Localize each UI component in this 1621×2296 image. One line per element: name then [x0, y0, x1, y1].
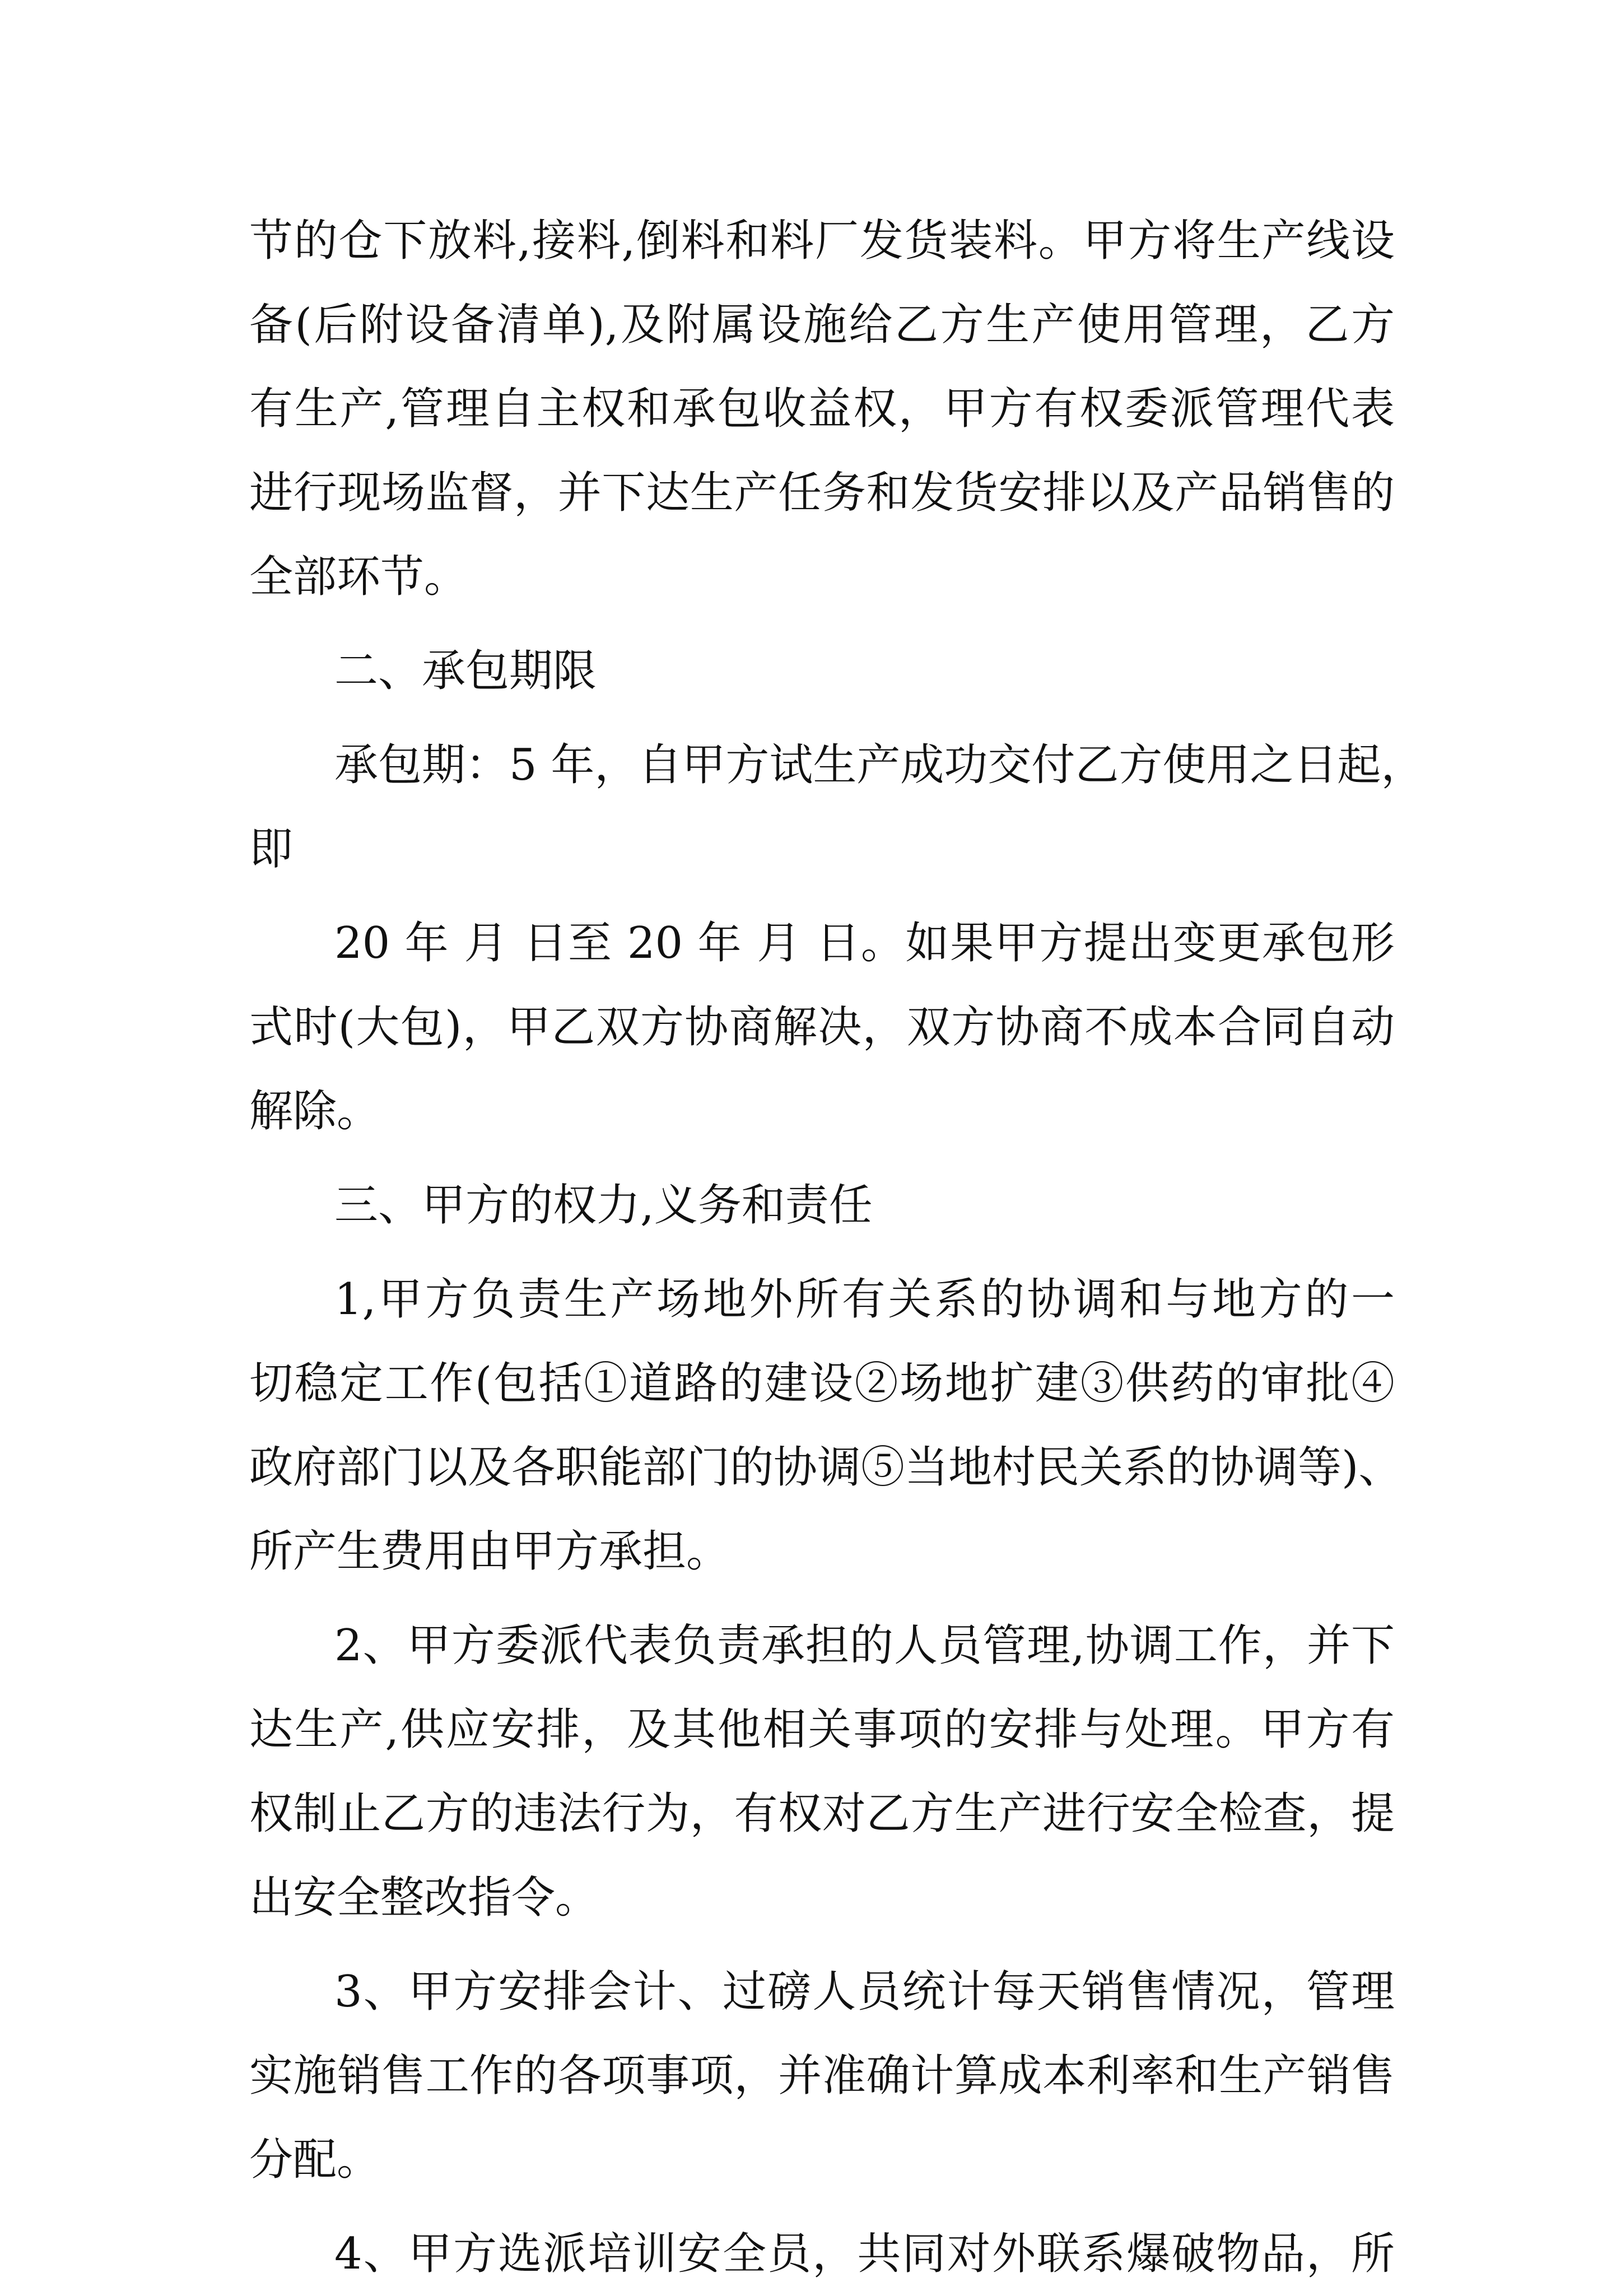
text-line: 备(后附设备清单),及附属设施给乙方生产使用管理，乙方 [249, 300, 1395, 350]
text-line: 有生产,管理自主权和承包收益权，甲方有权委派管理代表 [249, 384, 1395, 434]
text-line: 1,甲方负责生产场地外所有关系的协调和与地方的一 [334, 1274, 1395, 1325]
section-heading: 二、承包期限 [334, 646, 597, 696]
text-line: 出安全整改指令。 [249, 1873, 599, 1923]
text-line: 式时(大包)，甲乙双方协商解决，双方协商不成本合同自动 [249, 1002, 1395, 1052]
text-line: 3、甲方安排会计、过磅人员统计每天销售情况，管理 [334, 1967, 1395, 2017]
text-line: 20 年 月 日至 20 年 月 日。如果甲方提出变更承包形 [334, 918, 1395, 968]
text-line: 分配。 [249, 2135, 381, 2185]
text-line: 节的仓下放料,接料,倒料和料厂发货装料。甲方将生产线设 [249, 216, 1395, 266]
text-line: 承包期：5 年，自甲方试生产成功交付乙方使用之日起， [334, 740, 1425, 790]
text-line: 解除。 [249, 1086, 381, 1137]
text-line: 即 [249, 824, 294, 874]
text-line: 权制止乙方的违法行为，有权对乙方生产进行安全检查，提 [249, 1789, 1395, 1839]
text-line: 达生产,供应安排，及其他相关事项的安排与处理。甲方有 [249, 1704, 1395, 1755]
text-line: 全部环节。 [249, 552, 468, 602]
text-line: 政府部门以及各职能部门的协调⑤当地村民关系的协调等)、 [249, 1442, 1403, 1493]
contract-body-text [249, 199, 1425, 2296]
text-line: 2、甲方委派代表负责承担的人员管理,协调工作，并下 [334, 1620, 1395, 1671]
text-line: 所产生费用由甲方承担。 [249, 1526, 730, 1577]
section-heading: 三、甲方的权力,义务和责任 [334, 1180, 873, 1231]
text-line: 4、甲方选派培训安全员，共同对外联系爆破物品，所 [334, 2229, 1395, 2279]
text-line: 进行现场监督，并下达生产任务和发货安排以及产品销售的 [249, 468, 1395, 518]
text-line: 切稳定工作(包括①道路的建设②场地扩建③供药的审批④ [249, 1358, 1395, 1409]
text-line: 实施销售工作的各项事项，并准确计算成本利率和生产销售 [249, 2051, 1395, 2101]
